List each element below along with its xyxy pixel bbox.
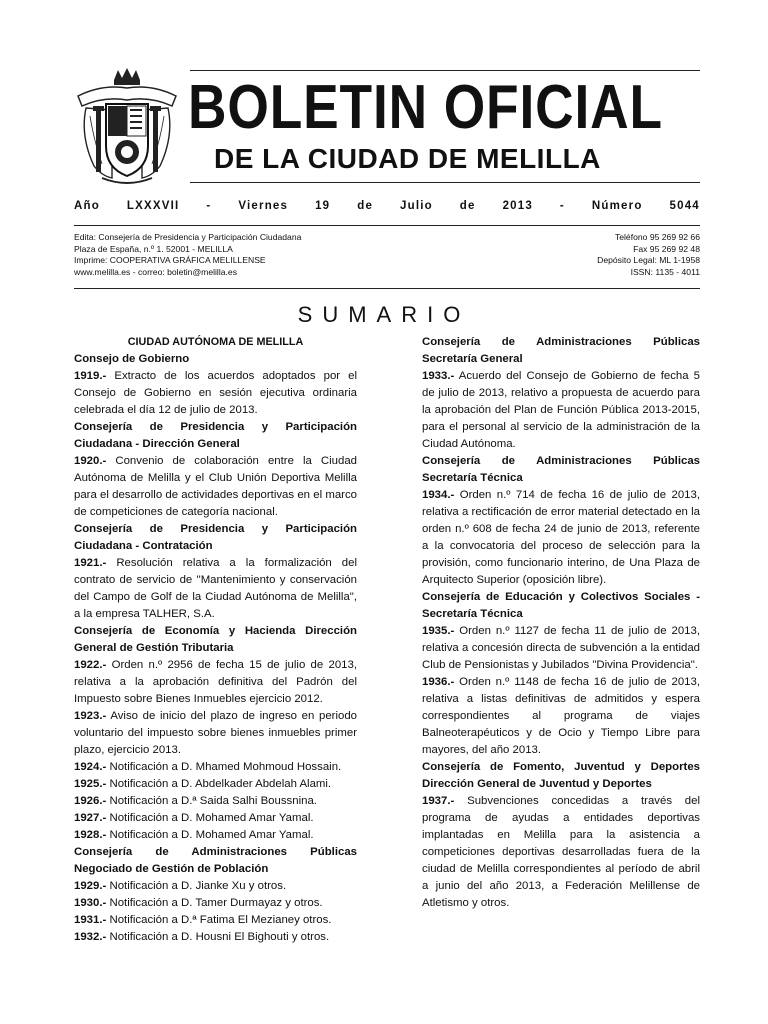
year-roman: LXXXVII — [126, 200, 180, 212]
publication-title: BOLETIN OFICIAL — [188, 73, 663, 142]
item-text: Aviso de inicio del plazo de ingreso en periodo voluntario del impuesto sobre bienes inmuebles primer plazo, ejercicio 2013. — [74, 710, 357, 756]
summary-item — [422, 793, 700, 912]
summary-item — [74, 776, 357, 793]
summary-section-heading: Consejo de Gobierno — [74, 353, 190, 365]
summary-item — [74, 827, 357, 844]
issue-number: 5044 — [669, 200, 700, 212]
item-number: 1930.- — [74, 897, 107, 909]
item-text: Orden n.º 714 de fecha 16 de julio de 2013, relativa a rectificación de error material detectado en la orden n.º 608 de fecha 24 de junio de 2013, referente a la convocatoria del proceso de selección para la provisión, como funcionario interino, de Una Plaza de Arquitecto Superior (oposición libre). — [422, 489, 700, 586]
summary-item — [422, 368, 700, 453]
summary-item — [422, 487, 700, 589]
item-text: Notificación a D.ª Fatima El Mezianey otros. — [106, 914, 332, 926]
summary-section-heading: Consejería de Economía y Hacienda Dirección General de Gestión Tributaria — [74, 625, 357, 654]
year: 2013 — [502, 200, 533, 212]
issn-line: ISSN: 1135 - 4011 — [630, 266, 700, 277]
masthead-top-rule — [190, 70, 700, 71]
publisher-info — [74, 232, 414, 278]
phone-line: Teléfono 95 269 92 66 — [614, 232, 700, 242]
item-text: Notificación a D. Housni El Bighouti y otros. — [106, 931, 330, 943]
item-text: Notificación a D. Mhamed Mohmoud Hossain. — [106, 761, 342, 773]
item-text: Notificación a D. Tamer Durmayaz y otros. — [106, 897, 323, 909]
summary-item — [422, 623, 700, 674]
item-text: Notificación a D. Mohamed Amar Yamal. — [106, 812, 314, 824]
item-number: 1932.- — [74, 931, 107, 943]
coat-of-arms-logo — [72, 66, 182, 188]
summary-item — [74, 878, 357, 895]
item-number: 1925.- — [74, 778, 107, 790]
item-text: Convenio de colaboración entre la Ciudad Autónoma de Melilla y el Club Unión Deportiva Melilla para el desarrollo de actividades deportivas en el marco de competiciones de categoría nacional. — [74, 455, 357, 518]
summary-right-column — [422, 334, 700, 912]
day: 19 — [315, 200, 331, 212]
item-number: 1920.- — [74, 455, 107, 467]
item-number: 1934.- — [422, 489, 455, 501]
summary-section-heading: Consejería de Administraciones Públicas Negociado de Gestión de Población — [74, 846, 357, 875]
masthead — [0, 0, 768, 200]
item-text: Acuerdo del Consejo de Gobierno de fecha 5 de julio de 2013, relativo a propuesta de acuerdo para la aprobación del Plan de Función Pública 2013-2015, para el personal al servicio de la administración de la Ciudad Autónoma. — [422, 370, 700, 450]
publisher-line: Edita: Consejería de Presidencia y Participación Ciudadana — [74, 232, 302, 242]
summary-item — [74, 555, 357, 623]
item-number: 1929.- — [74, 880, 107, 892]
summary-item — [74, 657, 357, 708]
item-text: Orden n.º 1148 de fecha 16 de julio de 2013, relativa a listas definitivas de admitidos y espera correspondientes al programa de viajes Balneoterapéuticos y de Ocio y Tiempo Libre para mayores, del año 2013. — [422, 676, 700, 756]
item-number: 1928.- — [74, 829, 107, 841]
summary-item — [74, 810, 357, 827]
year-label: Año — [74, 200, 100, 212]
item-number: 1933.- — [422, 370, 455, 382]
summary-item — [74, 912, 357, 929]
contact-info — [440, 232, 700, 278]
item-number: 1919.- — [74, 370, 107, 382]
item-text: Resolución relativa a la formalización del contrato de servicio de "Mantenimiento y conservación del Campo de Golf de la Ciudad Autónoma de Melilla", a la empresa TALHER, S.A. — [74, 557, 357, 620]
summary-item — [74, 708, 357, 759]
item-number: 1926.- — [74, 795, 107, 807]
item-text: Notificación a D. Mohamed Amar Yamal. — [106, 829, 314, 841]
separator-dash: - — [559, 200, 565, 212]
fax-line: Fax 95 269 92 48 — [633, 243, 700, 254]
weekday: Viernes — [238, 200, 289, 212]
summary-section-heading: Consejería de Administraciones Públicas Secretaría Técnica — [422, 455, 700, 484]
summary-heading: SUMARIO — [297, 302, 471, 327]
legal-deposit-line: Depósito Legal: ML 1-1958 — [597, 255, 700, 266]
summary-item — [422, 674, 700, 759]
number-label: Número — [591, 200, 643, 212]
item-number: 1921.- — [74, 557, 107, 569]
summary-left-column — [74, 334, 357, 946]
item-text: Subvenciones concedidas a través del programa de ayudas a entidades deportivas implantadas en Melilla para la asistencia a competiciones deportivas desarrolladas fuera de la ciudad de Melilla correspondientes al período de abril a junio del año 2013, a Federación Melillense de Atletismo y otros. — [422, 795, 700, 909]
item-number: 1923.- — [74, 710, 107, 722]
item-number: 1931.- — [74, 914, 107, 926]
item-number: 1924.- — [74, 761, 107, 773]
item-text: Orden n.º 1127 de fecha 11 de julio de 2013, relativa a concesión directa de subvención a la entidad Club de Pensionistas y Jubilados "Divina Providencia". — [422, 625, 700, 671]
item-text: Notificación a D. Abdelkader Abdelah Alami. — [106, 778, 332, 790]
preposition-de: de — [459, 200, 476, 212]
summary-item — [74, 759, 357, 776]
month: Julio — [400, 200, 433, 212]
item-text: Notificación a D. Jianke Xu y otros. — [106, 880, 287, 892]
summary-item — [74, 929, 357, 946]
summary-section-heading: Consejería de Presidencia y Participación Ciudadana - Dirección General — [74, 421, 357, 450]
summary-section-heading: Consejería de Presidencia y Participación Ciudadana - Contratación — [74, 523, 357, 552]
summary-section-heading: Consejería de Educación y Colectivos Sociales - Secretaría Técnica — [422, 591, 700, 620]
item-number: 1936.- — [422, 676, 455, 688]
web-email-line: www.melilla.es - correo: boletin@melilla.es — [74, 266, 237, 277]
editorial-rule — [74, 288, 700, 289]
issue-info-line — [74, 200, 700, 212]
summary-item — [74, 368, 357, 419]
item-number: 1922.- — [74, 659, 107, 671]
masthead-bottom-rule — [190, 182, 700, 183]
item-text: Orden n.º 2956 de fecha 15 de julio de 2013, relativa a la aprobación definitiva del Padrón del Impuesto sobre Bienes Inmuebles ejercicio 2012. — [74, 659, 357, 705]
issue-rule — [74, 225, 700, 226]
summary-item — [74, 453, 357, 521]
publication-subtitle: DE LA CIUDAD DE MELILLA — [214, 143, 601, 174]
item-text: Notificación a D.ª Saida Salhi Boussnina. — [106, 795, 317, 807]
summary-section-heading: Consejería de Administraciones Públicas Secretaría General — [422, 336, 700, 365]
summary-item — [74, 793, 357, 810]
item-number: 1927.- — [74, 812, 107, 824]
item-number: 1935.- — [422, 625, 455, 637]
summary-section-heading: Consejería de Fomento, Juventud y Deportes Dirección General de Juventud y Deportes — [422, 761, 700, 790]
preposition-de: de — [357, 200, 374, 212]
printer-line: Imprime: COOPERATIVA GRÁFICA MELILLENSE — [74, 255, 266, 266]
item-number: 1937.- — [422, 795, 455, 807]
summary-entity-heading: CIUDAD AUTÓNOMA DE MELILLA — [127, 336, 304, 348]
separator-dash: - — [206, 200, 212, 212]
item-text: Extracto de los acuerdos adoptados por el Consejo de Gobierno en sesión ejecutiva ordinaria celebrada el día 12 de julio de 2013. — [74, 370, 357, 416]
address-line: Plaza de España, n.º 1. 52001 - MELILLA — [74, 243, 233, 254]
summary-item — [74, 895, 357, 912]
